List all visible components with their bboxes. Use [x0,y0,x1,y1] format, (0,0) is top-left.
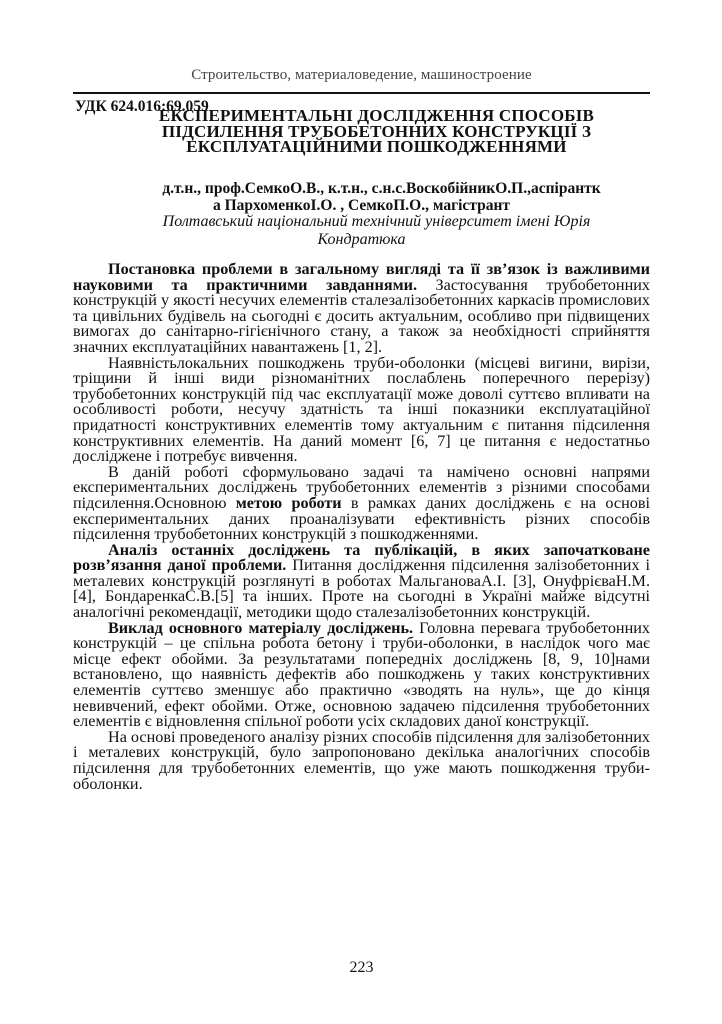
paragraph-text: Наявністьлокальних пошкоджень труби-оболонки (місцеві вигини, вирізи, тріщини й інші види різноманітних послаблень поперечного перерізу) трубобетонних конструкцій під час експлуатації може доволі суттєво впливати на особливості роботи, несучу здатність та інші показники експлуатаційної придатності конструктивних елементів тому актуальним є питання підсилення конструктивних елементів. На даний момент [6, 7] це питання є недостатньо досліджене і потребує вивчення. [73,353,650,466]
page-number: 223 [349,959,374,976]
authors [73,180,650,214]
paragraph-main-material [73,618,650,731]
paragraph-local-damage [73,353,650,466]
paragraph-goal [73,462,650,544]
paragraph-text: Застосування трубобетонних конструкцій у якості несучих елементів сталезалізобетонних каркасів промислових та цивільних будівель на сьогодні є досить актуальним, особливо при підвищених вимогах до санітарно-гігієнічного стану, а також за необхідності сприйняття значних експлуатаційних навантажень [1, 2]. [73,275,650,356]
running-head: Строительство, материаловедение, машиностроение [191,67,532,83]
authors-line: а ПархоменкоІ.О. , СемкоП.О., магістрант [212,197,511,214]
article-title [73,108,650,155]
section-heading: Аналіз останніх досліджень та публікацій, в яких започатковане розв’язання даної проблеми. [73,540,650,575]
article-body [73,262,650,792]
paragraph-proposed-methods [73,727,650,793]
header-rule [73,92,650,94]
paragraph-text: Головна перевага трубобетонних конструкцій – це спільна робота бетону і труби-оболонки, в наслідок чого має місце ефект обойми. За результатами попередніх досліджень [8, 9, 10]нами встановлено, що наявність дефектів або пошкоджень у таких конструктивних елементів суттєво зменшує або практично «зводять на нуль», ще до кінця невивчений, ефект обойми. Отже, основною задачею підсилення трубобетонних елементів є відновлення спільної роботи усіх складових даної конструкції. [73,618,650,731]
paragraph-text: В даній роботі сформульовано задачі та намічено основні напрями експериментальних досліджень трубобетонних елементів з різними способами підсилення.Основною [73,462,650,512]
institution [73,213,650,249]
institution-line: Кондратюка [317,231,406,248]
paragraph-problem-statement [73,262,650,356]
title-line: ЕКСПЛУАТАЦІЙНИМИ ПОШКОДЖЕННЯМИ [186,137,567,156]
emphasis-goal: метою роботи [235,493,342,512]
paragraph-literature-review [73,540,650,622]
authors-line: д.т.н., проф.СемкоО.В., к.т.н., с.н.с.ВоскобійникО.П.,аспірантк [162,180,601,197]
paragraph-text: Питання дослідження підсилення залізобетонних і металевих конструкцій розглянуті в роботах МальгановаА.І. [3], ОнуфрієваН.М. [4], БондаренкаС.В.[5] та інших. Проте на сьогодні в Україні майже відсутні аналогічні рекомендації, методики щодо сталезалізобетонних конструкцій. [73,556,650,622]
section-heading: Постановка проблеми в загальному вигляді та її зв’язок із важливими науковими та практичними завданнями. [73,260,650,294]
title-line: ЕКСПЕРИМЕНТАЛЬНІ ДОСЛІДЖЕННЯ СПОСОБІВ [158,106,595,125]
paragraph-text: в рамках даних досліджень є на основі експериментальних даних проаналізувати ефективність різних способів підсилення трубобетонних конструкцій з пошкодженнями. [73,493,650,544]
title-line: ПІДСИЛЕННЯ ТРУБОБЕТОННИХ КОНСТРУКЦІЇ З [161,121,592,141]
section-heading: Виклад основного матеріалу досліджень. [108,618,414,637]
paragraph-text: На основі проведеного аналізу різних способів підсилення для залізобетонних і металевих конструкцій, було запропоновано декілька аналогічних способів підсилення для трубобетонних елементів, що уже мають пошкодження труби-оболонки. [73,727,650,793]
udk-code: УДК 624.016:69.059 [75,98,209,115]
institution-line: Полтавський національний технічний університет імені Юрія [162,213,591,230]
